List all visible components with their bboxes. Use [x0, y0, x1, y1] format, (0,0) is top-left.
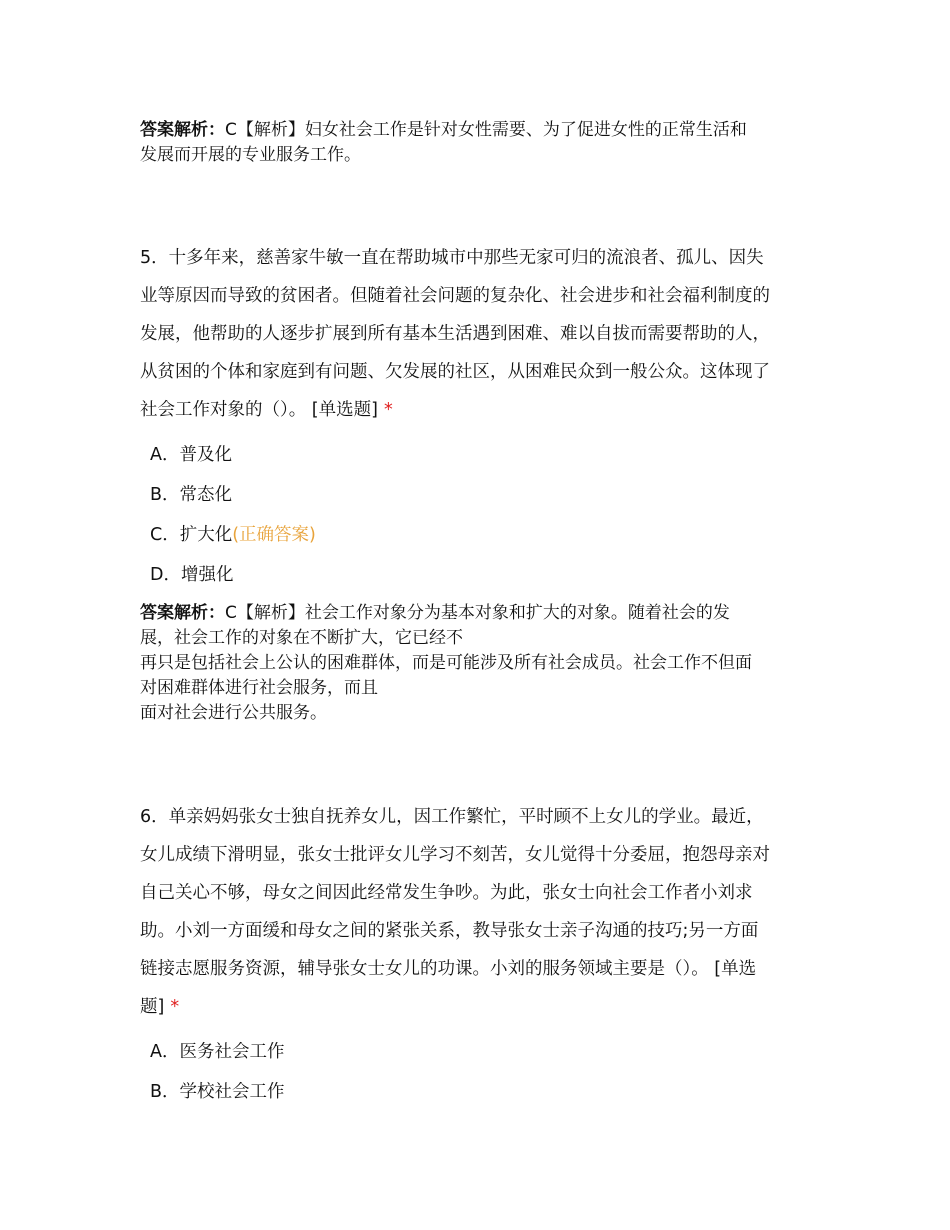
- question-text-line: 链接志愿服务资源，辅导张女士女儿的功课。小刘的服务领域主要是（）。 [单选: [140, 959, 757, 979]
- option-c[interactable]: C．扩大化(正确答案): [150, 525, 316, 545]
- question-text-line: 业等原因而导致的贫困者。但随着社会问题的复杂化、社会进步和社会福利制度的: [140, 286, 770, 306]
- option-a[interactable]: A．普及化: [150, 445, 232, 465]
- question-text-line: 自己关心不够，母女之间因此经常发生争吵。为此，张女士向社会工作者小刘求: [140, 883, 753, 903]
- analysis-text-line: 面对社会进行公共服务。: [140, 703, 327, 723]
- question-text-line: 女儿成绩下滑明显，张女士批评女儿学习不刻苦，女儿觉得十分委屈，抱怨母亲对: [140, 845, 770, 865]
- question-6-options: [140, 1032, 285, 1112]
- answer-analysis-q5: [140, 601, 830, 726]
- question-text-line: 题]: [140, 997, 165, 1017]
- required-mark: *: [383, 400, 393, 420]
- analysis-text-line: 对困难群体进行社会服务，而且: [140, 678, 378, 698]
- analysis-text-line: C【解析】妇女社会工作是针对女性需要、为了促进女性的正常生活和: [225, 120, 747, 140]
- question-text-line: 5．十多年来，慈善家牛敏一直在帮助城市中那些无家可归的流浪者、孤儿、因失: [140, 248, 764, 268]
- question-6: [140, 798, 830, 1026]
- correct-answer-tag: (正确答案): [232, 525, 316, 545]
- required-mark: *: [170, 997, 180, 1017]
- question-text-line: 发展，他帮助的人逐步扩展到所有基本生活遇到困难、难以自拔而需要帮助的人，: [140, 324, 770, 344]
- analysis-text-line: 展，社会工作的对象在不断扩大，它已经不: [140, 628, 463, 648]
- option-b[interactable]: B．常态化: [150, 485, 233, 505]
- question-5-options: [140, 435, 316, 595]
- answer-analysis-q4: [140, 118, 820, 168]
- option-d[interactable]: D．增强化: [150, 565, 234, 585]
- analysis-text-line: 再只是包括社会上公认的困难群体，而是可能涉及所有社会成员。社会工作不但面: [140, 653, 752, 673]
- option-b[interactable]: B．学校社会工作: [150, 1082, 285, 1102]
- analysis-text-line: C【解析】社会工作对象分为基本对象和扩大的对象。随着社会的发: [225, 603, 730, 623]
- question-5: [140, 239, 830, 429]
- question-text-line: 社会工作对象的（）。 [单选题]: [140, 400, 378, 420]
- question-text-line: 6．单亲妈妈张女士独自抚养女儿，因工作繁忙，平时顾不上女儿的学业。最近，: [140, 807, 764, 827]
- analysis-label: 答案解析：: [140, 603, 225, 623]
- option-a[interactable]: A．医务社会工作: [150, 1042, 285, 1062]
- question-text-line: 从贫困的个体和家庭到有问题、欠发展的社区，从困难民众到一般公众。这体现了: [140, 362, 770, 382]
- question-text-line: 助。小刘一方面缓和母女之间的紧张关系，教导张女士亲子沟通的技巧;另一方面: [140, 921, 759, 941]
- analysis-label: 答案解析：: [140, 120, 225, 140]
- analysis-text-line: 发展而开展的专业服务工作。: [140, 145, 361, 165]
